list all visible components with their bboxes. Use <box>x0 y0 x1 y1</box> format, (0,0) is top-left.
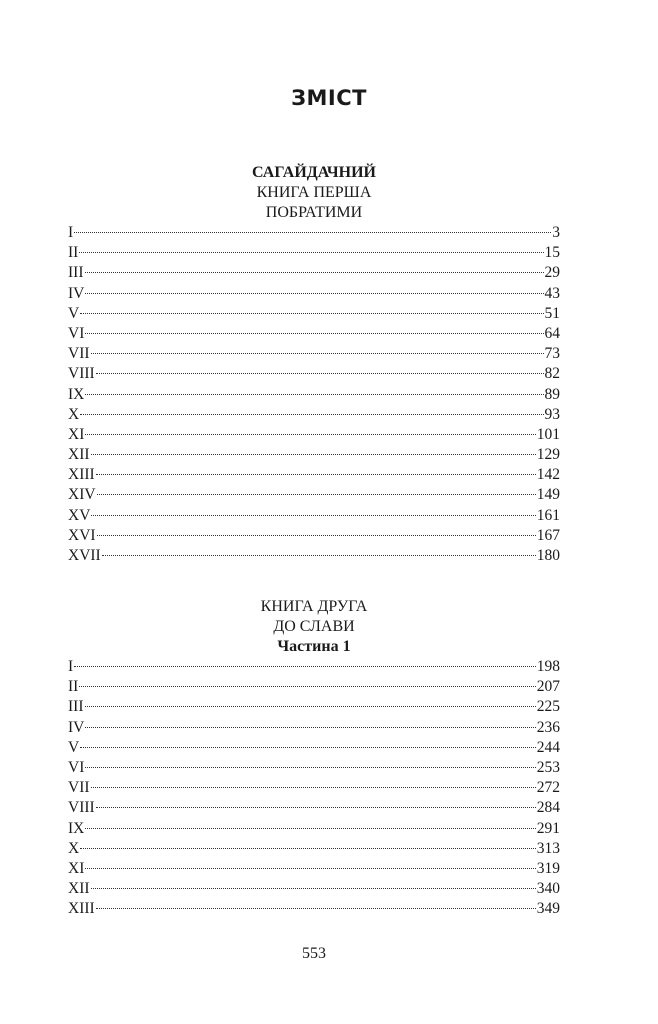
toc-entry <box>68 778 560 798</box>
toc-leader-dots <box>102 555 536 556</box>
book2-label: КНИГА ДРУГА <box>260 598 368 615</box>
toc-chapter-number: IV <box>68 718 85 736</box>
toc-page-number: 129 <box>536 446 560 464</box>
toc-page-number: 244 <box>536 738 560 756</box>
toc-chapter-number: XI <box>68 425 85 443</box>
toc-page-number: 82 <box>544 365 560 383</box>
toc-leader-dots <box>85 727 535 728</box>
toc-entry <box>68 859 560 879</box>
toc-entry <box>68 324 560 344</box>
book2-part-label: Частина 1 <box>277 638 351 655</box>
toc-leader-dots <box>91 353 544 354</box>
toc-leader-dots <box>96 474 536 475</box>
toc-entry <box>68 738 560 758</box>
toc-chapter-number: VI <box>68 324 85 342</box>
toc-entry <box>68 879 560 899</box>
toc-entry <box>68 405 560 425</box>
toc-entry <box>68 344 560 364</box>
toc-leader-dots <box>80 848 536 849</box>
toc-chapter-number: XII <box>68 880 90 898</box>
toc-entry <box>68 677 560 697</box>
toc-page-number: 319 <box>536 859 560 877</box>
toc-entry <box>68 798 560 818</box>
toc-chapter-number: VII <box>68 345 90 363</box>
toc-leader-dots <box>85 293 543 294</box>
toc-chapter-number: III <box>68 698 84 716</box>
toc-leader-dots <box>85 394 543 395</box>
toc-leader-dots <box>85 333 543 334</box>
toc-chapter-number: V <box>68 304 80 322</box>
toc-leader-dots <box>85 767 535 768</box>
toc-page-number: 236 <box>536 718 560 736</box>
toc-page-number: 51 <box>544 304 560 322</box>
toc-chapter-number: X <box>68 839 80 857</box>
toc-chapter-number: XV <box>68 506 91 524</box>
toc-chapter-number: I <box>68 224 74 241</box>
toc-chapter-number: VI <box>68 758 85 776</box>
toc-chapter-number: X <box>68 405 80 423</box>
toc-page-number: 149 <box>536 486 560 504</box>
toc-page-number: 284 <box>536 799 560 817</box>
toc-entry <box>68 385 560 405</box>
toc-leader-dots <box>74 232 551 233</box>
toc-leader-dots <box>91 454 536 455</box>
book1-label: КНИГА ПЕРША <box>256 184 372 201</box>
toc-leader-dots <box>74 666 536 667</box>
toc-entry <box>68 445 560 465</box>
page-title: ЗМІСТ <box>291 86 367 110</box>
toc-entry <box>68 718 560 738</box>
toc-page-number: 93 <box>544 405 560 423</box>
toc-entry <box>68 425 560 445</box>
toc-entry <box>68 899 560 919</box>
toc-page-number: 272 <box>536 779 560 797</box>
toc-chapter-number: VII <box>68 779 90 797</box>
toc-chapter-number: XI <box>68 859 85 877</box>
toc-page-number: 253 <box>536 758 560 776</box>
toc-entry <box>68 243 560 263</box>
toc-leader-dots <box>85 828 535 829</box>
toc-chapter-number: II <box>68 678 79 696</box>
toc-entry <box>68 839 560 859</box>
toc-chapter-number: VIII <box>68 799 95 817</box>
toc-entry <box>68 526 560 546</box>
toc-chapter-number: XVI <box>68 526 96 544</box>
toc-page-number: 3 <box>552 224 560 241</box>
toc-leader-dots <box>91 515 535 516</box>
toc-page-number: 161 <box>536 506 560 524</box>
toc-entry <box>68 304 560 324</box>
toc-leader-dots <box>96 908 536 909</box>
toc-entry <box>68 485 560 505</box>
toc-page-number: 207 <box>536 678 560 696</box>
toc-page-number: 225 <box>536 698 560 716</box>
toc-chapter-number: VIII <box>68 365 95 383</box>
toc-chapter-number: I <box>68 658 74 675</box>
toc-leader-dots <box>85 434 535 435</box>
toc-leader-dots <box>80 313 543 314</box>
toc-chapter-number: III <box>68 264 84 282</box>
toc-page-number: 340 <box>536 880 560 898</box>
toc-page-number: 198 <box>536 658 560 675</box>
toc-chapter-number: V <box>68 738 80 756</box>
toc-entry <box>68 657 560 677</box>
toc-entry <box>68 758 560 778</box>
toc-book2-list <box>68 657 560 919</box>
toc-entry <box>68 263 560 283</box>
toc-entry <box>68 364 560 384</box>
page-number: 553 <box>302 945 326 962</box>
toc-chapter-number: II <box>68 244 79 262</box>
toc-leader-dots <box>79 252 543 253</box>
toc-chapter-number: IX <box>68 819 85 837</box>
toc-chapter-number: XVII <box>68 547 101 564</box>
toc-page-number: 291 <box>536 819 560 837</box>
toc-entry <box>68 506 560 526</box>
toc-entry <box>68 284 560 304</box>
toc-chapter-number: XIII <box>68 900 95 918</box>
toc-leader-dots <box>91 787 536 788</box>
toc-page-number: 64 <box>544 324 560 342</box>
toc-page-number: 313 <box>536 839 560 857</box>
toc-book1-list <box>68 223 560 566</box>
toc-chapter-number: XIII <box>68 466 95 484</box>
toc-leader-dots <box>85 272 544 273</box>
toc-page-number: 167 <box>536 526 560 544</box>
book1-title: ПОБРАТИМИ <box>265 204 363 221</box>
toc-entry <box>68 465 560 485</box>
toc-chapter-number: IV <box>68 284 85 302</box>
toc-page-number: 142 <box>536 466 560 484</box>
toc-leader-dots <box>80 414 543 415</box>
toc-leader-dots <box>85 868 535 869</box>
toc-page-number: 43 <box>544 284 560 302</box>
toc-leader-dots <box>80 747 536 748</box>
toc-chapter-number: XII <box>68 446 90 464</box>
toc-entry <box>68 819 560 839</box>
toc-entry <box>68 697 560 717</box>
toc-leader-dots <box>96 807 536 808</box>
toc-leader-dots <box>79 686 535 687</box>
toc-page-number: 180 <box>536 547 560 564</box>
toc-page-number: 73 <box>544 345 560 363</box>
toc-leader-dots <box>96 373 544 374</box>
toc-page-number: 101 <box>536 425 560 443</box>
toc-entry <box>68 223 560 243</box>
toc-entry <box>68 546 560 566</box>
toc-chapter-number: IX <box>68 385 85 403</box>
toc-chapter-number: XIV <box>68 486 96 504</box>
toc-leader-dots <box>97 494 536 495</box>
book1-author-title: САГАЙДАЧНИЙ <box>252 164 376 181</box>
toc-page-number: 29 <box>544 264 560 282</box>
book2-title: ДО СЛАВИ <box>273 618 355 635</box>
toc-page-number: 349 <box>536 900 560 918</box>
toc-leader-dots <box>85 706 536 707</box>
toc-leader-dots <box>91 888 536 889</box>
toc-page-number: 15 <box>544 244 560 262</box>
toc-leader-dots <box>97 535 536 536</box>
toc-page-number: 89 <box>544 385 560 403</box>
